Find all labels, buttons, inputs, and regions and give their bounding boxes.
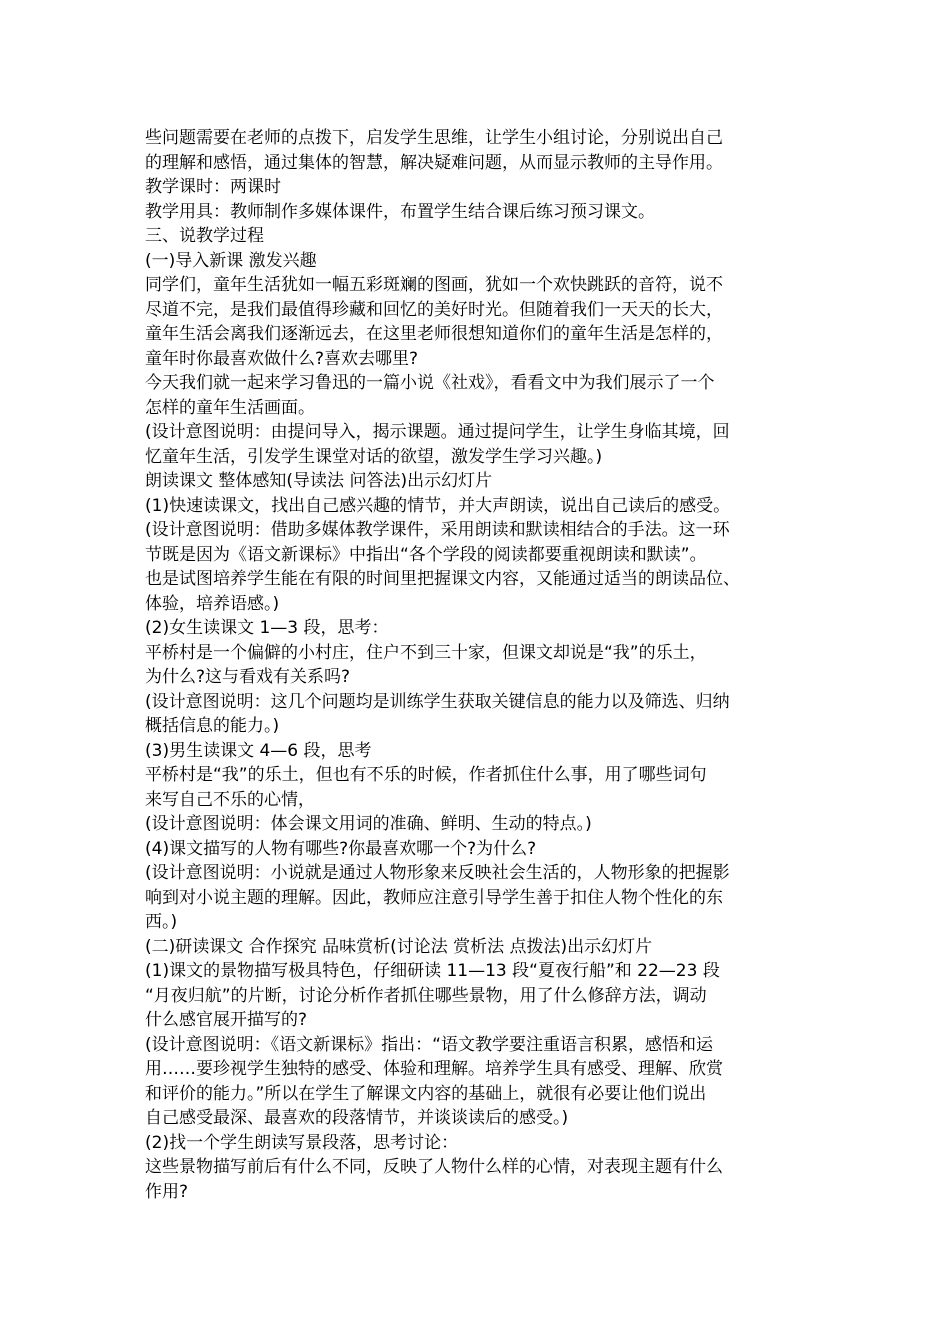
text-line: (设计意图说明：借助多媒体教学课件，采用朗读和默读相结合的手法。这一环: [145, 520, 730, 540]
text-line: (3)男生读课文 4—6 段，思考: [145, 740, 372, 761]
text-line: 教学课时：两课时: [145, 177, 281, 197]
text-line: 和评价的能力。”所以在学生了解课文内容的基础上，就很有必要让他们说出: [145, 1083, 707, 1104]
paragraph: [145, 200, 825, 225]
text-line: (一)导入新课 激发兴趣: [145, 250, 317, 271]
text-line: 概括信息的能力。): [145, 716, 280, 736]
paragraph: [145, 126, 825, 175]
text-line: 平桥村是一个偏僻的小村庄，住户不到三十家，但课文却说是“我”的乐土，: [145, 642, 707, 663]
paragraph: [145, 616, 825, 641]
paragraph: [145, 935, 825, 960]
paragraph: [145, 1033, 825, 1131]
text-line: 作用?: [145, 1181, 189, 1202]
paragraph: [145, 959, 825, 1033]
text-line: (设计意图说明：由提问导入，揭示课题。通过提问学生，让学生身临其境，回: [145, 422, 730, 442]
text-line: (二)研读课文 合作探究 品味赏析(讨论法 赏析法 点拨法)出示幻灯片: [145, 936, 653, 957]
text-line: 平桥村是“我”的乐土，但也有不乐的时候，作者抓住什么事，用了哪些词句: [145, 765, 707, 785]
text-line: (4)课文描写的人物有哪些?你最喜欢哪一个?为什么?: [145, 838, 537, 859]
text-line: 为什么?这与看戏有关系吗?: [145, 667, 351, 687]
paragraph: [145, 763, 825, 812]
text-line: 的理解和感悟，通过集体的智慧，解决疑难问题，从而显示教师的主导作用。: [145, 152, 723, 173]
paragraph: [145, 837, 825, 862]
text-line: (1)课文的景物描写极具特色，仔细研读 11—13 段“夏夜行船”和 22—23 段: [145, 961, 720, 981]
paragraph: [145, 812, 825, 837]
text-line: (设计意图说明：体会课文用词的准确、鲜明、生动的特点。): [145, 814, 592, 834]
text-line: 怎样的童年生活画面。: [145, 397, 315, 418]
paragraph: [145, 641, 825, 690]
paragraph: [145, 273, 825, 371]
paragraph: [145, 371, 825, 420]
paragraph: [145, 420, 825, 469]
text-line: 同学们，童年生活犹如一幅五彩斑斓的图画，犹如一个欢快跳跃的音符，说不: [145, 275, 723, 295]
paragraph: [145, 861, 825, 935]
text-line: (设计意图说明：小说就是通过人物形象来反映社会生活的，人物形象的把握影: [145, 863, 730, 883]
text-line: 朗读课文 整体感知(导读法 问答法)出示幻灯片: [145, 471, 493, 491]
paragraph: [145, 469, 825, 494]
text-line: (1)快速读课文，找出自己感兴趣的情节，并大声朗读，说出自己读后的感受。: [145, 495, 731, 516]
text-line: 用……要珍视学生独特的感受、体验和理解。培养学生具有感受、理解、欣赏: [145, 1059, 723, 1079]
paragraph: [145, 739, 825, 764]
paragraph: [145, 175, 825, 200]
text-line: (2)找一个学生朗读写景段落，思考讨论：: [145, 1132, 459, 1153]
text-line: 教学用具：教师制作多媒体课件，布置学生结合课后练习预习课文。: [145, 201, 655, 222]
text-line: “月夜归航”的片断，讨论分析作者抓住哪些景物，用了什么修辞方法，调动: [145, 985, 707, 1006]
text-line: 也是试图培养学生能在有限的时间里把握课文内容，又能通过适当的朗读品位、: [145, 569, 740, 589]
text-line: 体验，培养语感。): [145, 593, 280, 614]
text-line: 些问题需要在老师的点拨下，启发学生思维，让学生小组讨论，分别说出自己: [145, 128, 723, 148]
document-body: [145, 126, 825, 1204]
text-line: 童年生活会离我们逐渐远去，在这里老师很想知道你们的童年生活是怎样的，: [145, 324, 723, 344]
text-line: 三、说教学过程: [145, 226, 264, 246]
text-line: (设计意图说明：《语文新课标》指出：“语文教学要注重语言积累，感悟和运: [145, 1034, 713, 1055]
text-line: 什么感官展开描写的?: [145, 1010, 308, 1030]
text-line: 今天我们就一起来学习鲁迅的一篇小说《社戏》，看看文中为我们展示了一个: [145, 373, 715, 393]
paragraph: [145, 224, 825, 249]
text-line: 这些景物描写前后有什么不同，反映了人物什么样的心情，对表现主题有什么: [145, 1157, 723, 1177]
text-line: 尽道不完，是我们最值得珍藏和回忆的美好时光。但随着我们一天天的长大，: [145, 299, 723, 320]
paragraph: [145, 1155, 825, 1204]
paragraph: [145, 1131, 825, 1156]
text-line: 节既是因为《语文新课标》中指出“各个学段的阅读都要重视朗读和默读”。: [145, 544, 707, 565]
text-line: 童年时你最喜欢做什么?喜欢去哪里?: [145, 348, 419, 369]
text-line: 来写自己不乐的心情，: [145, 789, 315, 810]
text-line: 西。): [145, 912, 178, 932]
text-line: (设计意图说明：这几个问题均是训练学生获取关键信息的能力以及筛选、归纳: [145, 691, 730, 712]
text-line: 响到对小说主题的理解。因此，教师应注意引导学生善于扣住人物个性化的东: [145, 887, 723, 908]
text-line: 忆童年生活，引发学生课堂对话的欲望，激发学生学习兴趣。): [145, 446, 603, 467]
text-line: (2)女生读课文 1—3 段，思考：: [145, 618, 389, 638]
paragraph: [145, 249, 825, 274]
paragraph: [145, 690, 825, 739]
paragraph: [145, 518, 825, 616]
text-line: 自己感受最深、最喜欢的段落情节，并谈谈读后的感受。): [145, 1108, 569, 1128]
paragraph: [145, 494, 825, 519]
